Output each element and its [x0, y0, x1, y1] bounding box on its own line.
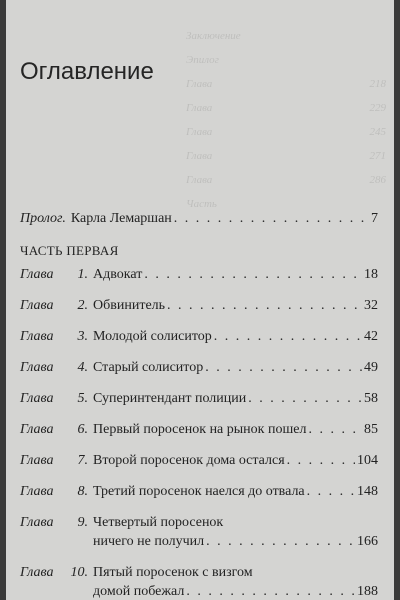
toc-entry-chapter[interactable] — [20, 297, 378, 314]
chapter-label: Глава — [20, 360, 54, 375]
toc-entry-chapter[interactable] — [20, 483, 378, 500]
page-number: 18 — [364, 267, 378, 282]
chapter-label: Глава — [20, 391, 54, 406]
entry-title: Адвокат — [93, 267, 143, 282]
bleed-through-text: Заключение Эпилог Глава 218 Глава 229 Глава 245 Глава 271 Глава 286 Часть — [186, 30, 386, 210]
leader-dots — [186, 583, 355, 600]
entry-title: Карла Лемаршан — [70, 211, 172, 226]
leader-dots — [167, 297, 362, 314]
toc-entry-chapter[interactable] — [20, 266, 378, 283]
chapter-label: Глава — [20, 422, 54, 437]
chapter-number: 2. — [77, 298, 88, 313]
entry-title: Старый солиситор — [93, 360, 204, 375]
chapter-number: 10. — [70, 565, 88, 580]
toc-entry-chapter[interactable] — [20, 452, 378, 469]
chapter-number: 7. — [77, 453, 88, 468]
toc-entry-chapter[interactable] — [20, 514, 378, 550]
chapter-label: Глава — [20, 329, 54, 344]
page-number: 85 — [364, 422, 378, 437]
leader-dots — [308, 421, 362, 438]
entry-title: Обвинитель — [93, 298, 166, 313]
entry-title: Четвертый поросенок — [93, 515, 224, 530]
page-number: 148 — [357, 484, 378, 499]
page-number: 58 — [364, 391, 378, 406]
leader-dots — [248, 390, 362, 407]
leader-dots — [214, 328, 362, 345]
chapter-number: 5. — [77, 391, 88, 406]
chapter-number: 6. — [77, 422, 88, 437]
chapter-label: Глава — [20, 515, 54, 530]
leader-dots — [287, 452, 355, 469]
chapter-label: Глава — [20, 453, 54, 468]
chapter-number: 9. — [77, 515, 88, 530]
entry-title: Первый поросенок на рынок пошел — [93, 422, 307, 437]
chapter-list — [20, 266, 378, 600]
page-title: Оглавление — [20, 58, 154, 85]
chapter-number: 8. — [77, 484, 88, 499]
entry-title: Пятый поросенок с визгом — [93, 565, 253, 580]
toc-entry-chapter[interactable] — [20, 421, 378, 438]
chapter-number: 4. — [77, 360, 88, 375]
chapter-label: Глава — [20, 298, 54, 313]
chapter-label: Глава — [20, 565, 54, 580]
toc-entry-chapter[interactable] — [20, 564, 378, 600]
book-page — [6, 0, 394, 600]
chapter-label: Глава — [20, 484, 54, 499]
entry-title: Суперинтендант полиции — [93, 391, 247, 406]
leader-dots — [205, 359, 362, 376]
page-number: 32 — [364, 298, 378, 313]
chapter-label: Глава — [20, 267, 54, 282]
toc-entry-chapter[interactable] — [20, 359, 378, 376]
page-number: 104 — [357, 453, 378, 468]
chapter-number: 1. — [77, 267, 88, 282]
leader-dots — [206, 533, 355, 550]
page-number: 188 — [357, 584, 378, 599]
leader-dots — [144, 266, 362, 283]
page-number: 42 — [364, 329, 378, 344]
page-number: 7 — [371, 211, 378, 226]
entry-title: домой побежал — [93, 584, 185, 599]
toc-entry-prologue[interactable] — [20, 210, 378, 227]
entry-title: Третий поросенок наелся до отвала — [93, 484, 305, 499]
prologue-label: Пролог. — [20, 211, 66, 226]
leader-dots — [307, 483, 355, 500]
page-number: 166 — [357, 534, 378, 549]
page-number: 49 — [364, 360, 378, 375]
table-of-contents — [20, 210, 378, 600]
entry-title: Второй поросенок дома остался — [93, 453, 285, 468]
entry-title: Молодой солиситор — [93, 329, 212, 344]
toc-entry-chapter[interactable] — [20, 390, 378, 407]
leader-dots — [174, 210, 369, 227]
entry-title: ничего не получил — [93, 534, 205, 549]
chapter-number: 3. — [77, 329, 88, 344]
toc-entry-chapter[interactable] — [20, 328, 378, 345]
part-heading: ЧАСТЬ ПЕРВАЯ — [20, 243, 119, 258]
